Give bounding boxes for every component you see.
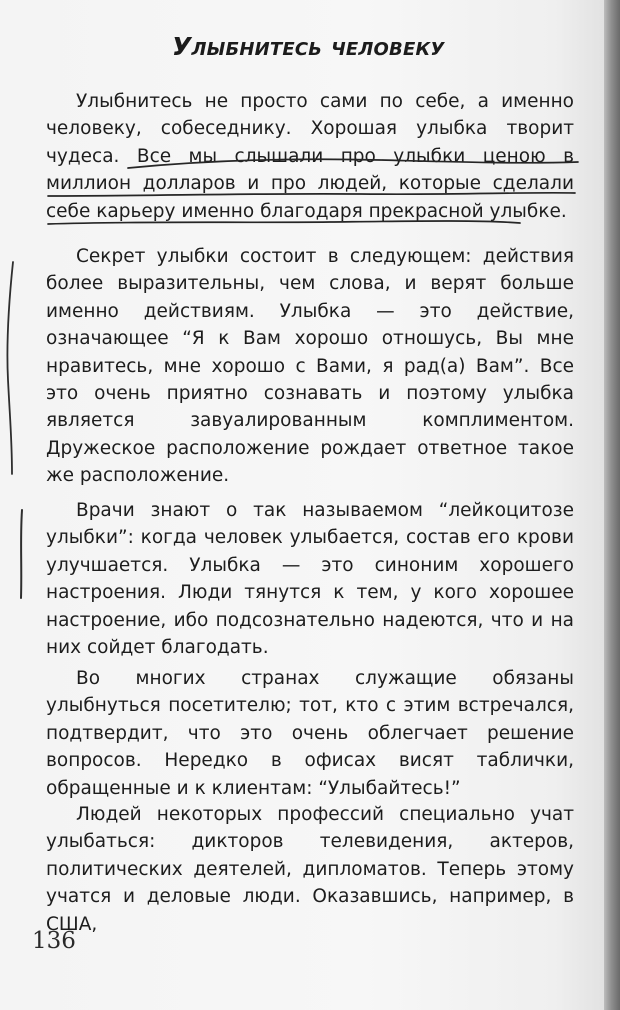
- paragraph-2: Секрет улыбки состоит в следующем: действия более выразительны, чем слова, и верят больше именно действиям. Улыбка — это действие, означающее “Я к Вам хорошо отношусь, Вы мне нравитесь, мне хорошо с Вами, я рад(а) Вам”. Все это очень приятно сознавать и поэтому улыбка является завуалированным комплиментом. Дружеское расположение рождает ответное такое же расположение.: [46, 246, 574, 487]
- book-spine-shadow: [604, 0, 620, 1010]
- paragraph-5: Людей некоторых профессий специально учат улыбаться: дикторов телевидения, актеров, политических деятелей, дипломатов. Теперь этому учатся и деловые люди. Оказавшись, например, в США,: [46, 804, 574, 935]
- chapter-title: Улыбнитесь человеку: [172, 32, 445, 61]
- paragraph-1: Улыбнитесь не просто сами по себе, а именно человеку, собеседнику. Хорошая улыбка творит чудеса. Все мы слышали про улыбки ценою в миллион долларов и про людей, которые сделали себе карьеру именно благодаря прекрасной улыбке.: [46, 91, 574, 222]
- paragraph-4: Во многих странах служащие обязаны улыбнуться посетителю; тот, кто с этим встречался, подтвердит, что это очень облегчает решение вопросов. Нередко в офисах висят таблички, обращенные и к клиентам: “Улыбайтесь!”: [46, 668, 574, 799]
- paragraph-3: Врачи знают о так называемом “лейкоцитозе улыбки”: когда человек улыбается, состав его крови улучшается. Улыбка — это синоним хорошего настроения. Люди тянутся к тем, у кого хорошее настроение, ибо подсознательно надеются, что и на них сойдет благодать.: [46, 500, 574, 659]
- page-number: 136: [32, 928, 76, 954]
